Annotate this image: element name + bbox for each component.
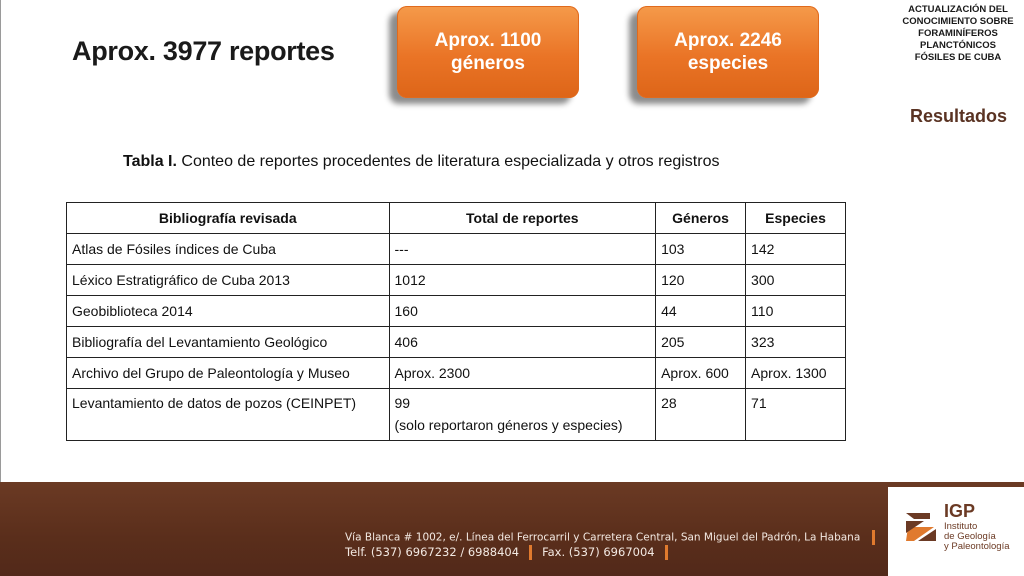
cell-total: 1012 [389,265,656,296]
caption-prefix: Tabla I. [123,153,177,170]
cell-species: 323 [746,327,846,358]
logo-subtitle [944,522,1010,552]
cell-genera: 103 [656,234,746,265]
footer-address-line [345,530,875,545]
cell-genera: 44 [656,296,746,327]
genera-badge-label: géneros [451,53,525,74]
footer-phone: Telf. (537) 6967232 / 6988404 [345,545,520,559]
cell-total: 406 [389,327,656,358]
genera-badge [397,6,579,98]
species-badge-label: especies [687,53,769,74]
cell-species: Aprox. 1300 [746,358,846,389]
cell-genera: 120 [656,265,746,296]
note-line: PLANCTÓNICOS [920,40,996,51]
genera-badge-count: Aprox. 1100 [434,30,542,51]
project-title-note [894,4,1022,64]
cell-species: 110 [746,296,846,327]
cell-bibliography: Levantamiento de datos de pozos (CEINPET) [67,389,390,441]
cell-total [389,389,656,441]
igp-logo-mark-icon [904,507,940,547]
cell-total-note: (solo reportaron géneros y especies) [394,417,623,433]
cell-species: 71 [746,389,846,441]
header-genera: Géneros [656,203,746,234]
cell-total: 160 [389,296,656,327]
table-header-row [67,203,846,234]
footer-fax: Fax. (537) 6967004 [542,545,655,559]
species-badge [637,6,819,98]
section-label: Resultados [910,106,1008,126]
table-row [67,296,846,327]
cell-total: --- [389,234,656,265]
cell-bibliography: Atlas de Fósiles índices de Cuba [67,234,390,265]
page-title: Aprox. 3977 reportes [72,36,335,66]
logo-name: IGP [944,501,976,521]
table-row [67,389,846,441]
igp-logo [888,487,1024,576]
cell-genera: 205 [656,327,746,358]
reports-table [66,202,846,441]
footer-separator [872,530,875,545]
cell-bibliography: Bibliografía del Levantamiento Geológico [67,327,390,358]
logo-sub-line: Instituto [944,521,978,532]
table-row [67,265,846,296]
logo-sub-line: y Paleontología [944,541,1010,552]
cell-bibliography: Geobiblioteca 2014 [67,296,390,327]
table-caption [123,153,719,171]
header-total: Total de reportes [389,203,656,234]
cell-bibliography: Léxico Estratigráfico de Cuba 2013 [67,265,390,296]
footer-band [0,482,1024,576]
logo-sub-line: de Geología [944,531,996,542]
cell-bibliography: Archivo del Grupo de Paleontología y Museo [67,358,390,389]
cell-total: Aprox. 2300 [389,358,656,389]
table-row [67,358,846,389]
caption-text: Conteo de reportes procedentes de literatura especializada y otros registros [176,153,720,170]
note-line: FORAMINÍFEROS [918,28,998,39]
table-row [67,234,846,265]
footer-separator [665,545,668,560]
note-line: CONOCIMIENTO SOBRE [902,16,1014,27]
cell-total-value: 99 [394,395,411,411]
note-line: ACTUALIZACIÓN DEL [908,4,1008,15]
cell-species: 142 [746,234,846,265]
note-line: FÓSILES DE CUBA [914,52,1002,63]
header-bibliography: Bibliografía revisada [67,203,390,234]
cell-genera: Aprox. 600 [656,358,746,389]
footer-separator [529,545,532,560]
table-row [67,327,846,358]
species-badge-count: Aprox. 2246 [674,30,782,51]
slide-edge [0,0,1,482]
cell-species: 300 [746,265,846,296]
cell-genera: 28 [656,389,746,441]
footer-contact-line [345,545,678,560]
header-species: Especies [746,203,846,234]
footer-address: Vía Blanca # 1002, e/. Línea del Ferrocarril y Carretera Central, San Miguel del Padrón, La Habana [345,531,861,544]
